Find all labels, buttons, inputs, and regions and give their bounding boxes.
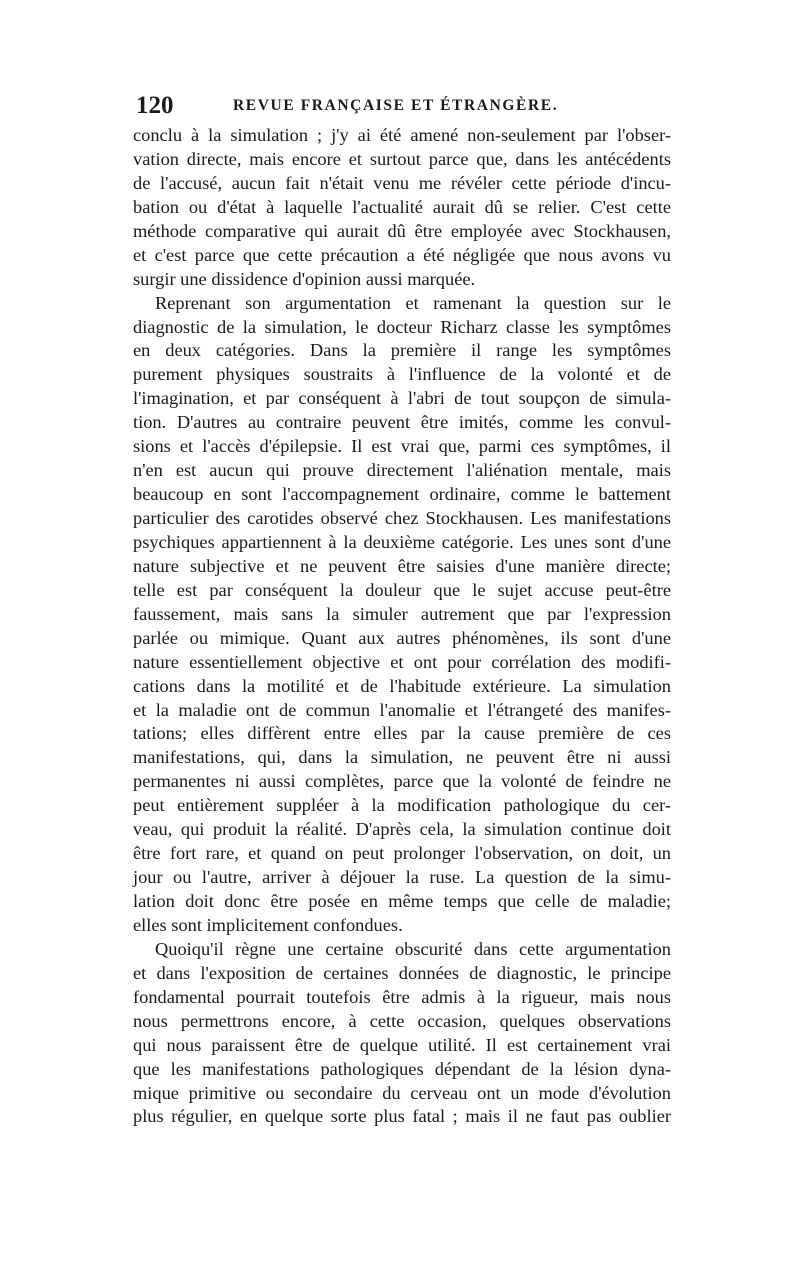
page-number: 120: [136, 92, 174, 119]
text-line: qui nous paraissent être de quelque utilité. Il est certainement vrai: [133, 1034, 671, 1055]
text-line: peut entièrement suppléer à la modification pathologique du cer-: [133, 795, 671, 816]
text-line: sions et l'accès d'épilepsie. Il est vrai que, parmi ces symptômes, il: [133, 436, 671, 457]
text-line: purement physiques soustraits à l'influence de la volonté et de: [133, 364, 671, 385]
text-line: lation doit donc être posée en même temps que celle de maladie;: [133, 891, 671, 911]
text-line: vation directe, mais encore et surtout parce que, dans les antécédents: [133, 148, 671, 169]
text-line: l'imagination, et par conséquent à l'abri de tout soupçon de simula-: [133, 388, 671, 409]
page-header: [136, 92, 670, 122]
text-line: nature essentiellement objective et ont pour corrélation des modifi-: [133, 651, 671, 672]
text-line: permanentes ni aussi complètes, parce que la volonté de feindre ne: [133, 771, 671, 792]
text-line: Reprenant son argumentation et ramenant la question sur le: [155, 292, 671, 313]
running-title: REVUE FRANÇAISE ET ÉTRANGÈRE.: [233, 97, 559, 114]
text-line: nous permettrons encore, à cette occasion, quelques observations: [133, 1010, 671, 1031]
text-line: manifestations, qui, dans la simulation, ne peuvent être ni aussi: [133, 747, 671, 768]
text-line: surgir une dissidence d'opinion aussi marquée.: [133, 268, 476, 289]
text-line: cations dans la motilité et de l'habitude extérieure. La simulation: [133, 675, 671, 696]
text-line: faussement, mais sans la simuler autrement que par l'expression: [133, 603, 671, 624]
text-line: et la maladie ont de commun l'anomalie et l'étrangeté des manifes-: [133, 699, 671, 720]
text-line: méthode comparative qui aurait dû être employée avec Stockhausen,: [133, 220, 671, 241]
text-line: et c'est parce que cette précaution a été négligée que nous avons vu: [133, 244, 671, 265]
text-line: n'en est aucun qui prouve directement l'aliénation mentale, mais: [133, 460, 671, 481]
text-line: tion. D'autres au contraire peuvent être imités, comme les convul-: [133, 412, 671, 433]
text-line: elles sont implicitement confondues.: [133, 914, 403, 935]
text-line: de l'accusé, aucun fait n'était venu me révéler cette période d'incu-: [133, 172, 671, 193]
text-line: que les manifestations pathologiques dépendant de la lésion dyna-: [133, 1058, 671, 1079]
text-line: bation ou d'état à laquelle l'actualité aurait dû se relier. C'est cette: [133, 196, 671, 217]
text-line: nature subjective et ne peuvent être saisies d'une manière directe;: [133, 555, 671, 576]
text-line: telle est par conséquent la douleur que le sujet accuse peut-être: [133, 579, 671, 600]
body-text: [133, 124, 671, 1129]
text-line: en deux catégories. Dans la première il range les symptômes: [133, 340, 671, 361]
text-line: particulier des carotides observé chez Stockhausen. Les manifestations: [133, 508, 671, 528]
text-line: Quoiqu'il règne une certaine obscurité dans cette argumentation: [155, 938, 671, 959]
text-line: beaucoup en sont l'accompagnement ordinaire, comme le battement: [133, 484, 671, 505]
text-line: diagnostic de la simulation, le docteur Richarz classe les symptômes: [133, 316, 671, 337]
text-line: mique primitive ou secondaire du cerveau ont un mode d'évolution: [133, 1082, 671, 1103]
text-line: tations; elles diffèrent entre elles par la cause première de ces: [133, 723, 671, 744]
text-line: plus régulier, en quelque sorte plus fatal ; mais il ne faut pas oublier: [133, 1106, 671, 1127]
text-line: jour ou l'autre, arriver à déjouer la ruse. La question de la simu-: [133, 867, 671, 888]
text-line: veau, qui produit la réalité. D'après cela, la simulation continue doit: [133, 819, 671, 840]
text-line: parlée ou mimique. Quant aux autres phénomènes, ils sont d'une: [133, 627, 671, 648]
text-line: psychiques appartiennent à la deuxième catégorie. Les unes sont d'une: [133, 531, 671, 552]
text-line: être fort rare, et quand on peut prolonger l'observation, on doit, un: [133, 843, 671, 864]
text-line: et dans l'exposition de certaines données de diagnostic, le principe: [133, 962, 671, 983]
text-line: conclu à la simulation ; j'y ai été amené non-seulement par l'obser-: [133, 125, 671, 145]
text-line: fondamental pourrait toutefois être admis à la rigueur, mais nous: [133, 986, 671, 1007]
